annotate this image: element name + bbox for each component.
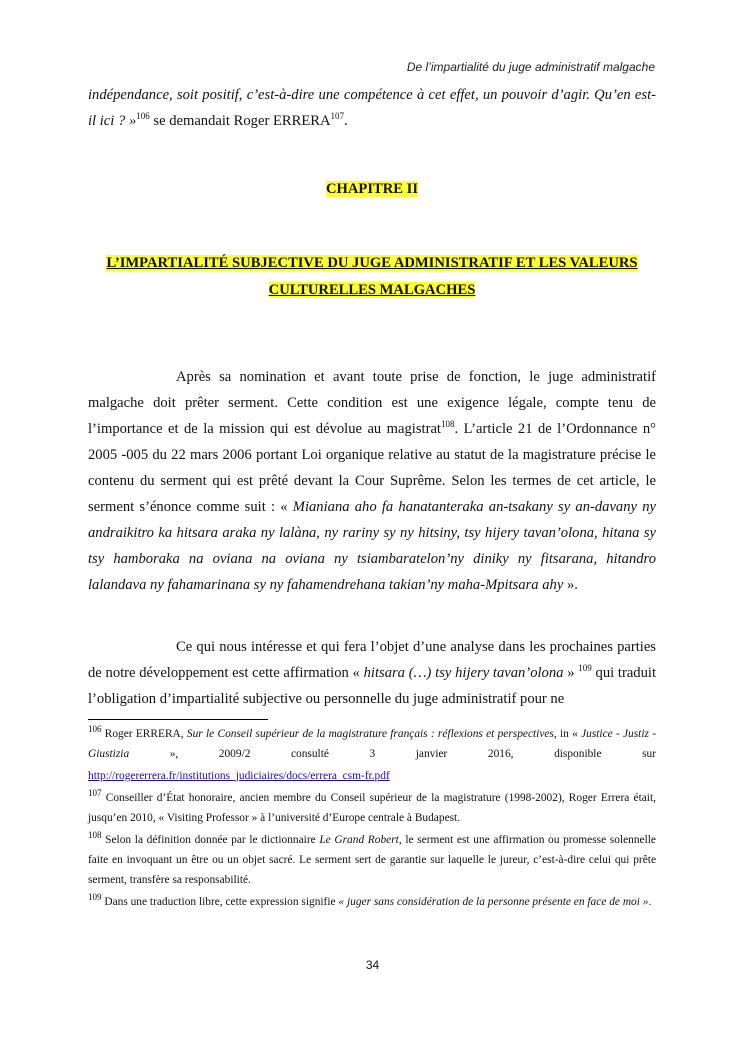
paragraph-oath-end: ».: [563, 577, 578, 593]
intro-end: .: [344, 113, 348, 129]
footnote-109-text-a: Dans une traduction libre, cette expression signifie: [101, 896, 339, 908]
footnote-109-text-b: .: [648, 896, 652, 908]
footnote-108-number: 108: [88, 830, 102, 841]
chapter-heading: [88, 181, 656, 198]
footnote-106-author: Roger ERRERA,: [101, 728, 187, 740]
intro-attribution: se demandait Roger ERRERA: [149, 113, 331, 129]
chapter-title: [88, 250, 656, 304]
footnote-107-text: Conseiller d’État honoraire, ancien membre du Conseil supérieur de la magistrature (1998-2002), Roger Errera était, jusqu’en 2010, « Visiting Professor » à l’université d’Europe centrale à Budapest.: [88, 792, 656, 824]
paragraph-analysis-text-a: Ce qui nous intéresse et qui fera l’objet d’une analyse dans les prochaines parties de notre développement est cette affirmation «: [88, 639, 656, 681]
paragraph-oath: [88, 364, 656, 598]
chapter-title-line2: CULTURELLES MALGACHES: [268, 282, 476, 298]
footnote-108-dictionary: Le Grand Robert: [319, 834, 399, 846]
paragraph-oath-text-a: Après sa nomination et avant toute prise de fonction, le juge administratif malgache doit prêter serment. Cette condition est une exigence légale, compte tenu de l’importance et de la mission qui est dévolue au magistrat: [88, 369, 656, 437]
footnote-106-title: Sur le Conseil supérieur de la magistrature français : réflexions et perspectives: [186, 728, 554, 740]
footnote-107-number: 107: [88, 788, 102, 799]
footnote-109-translation: « juger sans considération de la personne présente en face de moi »: [338, 896, 649, 908]
running-header: De l’impartialité du juge administratif malgache: [406, 60, 655, 74]
paragraph-analysis-text-b: qui traduit l’obligation d’impartialité subjective ou personnelle du juge administratif pour ne: [88, 665, 657, 707]
page-number: 34: [365, 958, 380, 972]
footnote-ref-109[interactable]: 109: [578, 663, 592, 674]
paragraph-analysis: [88, 634, 656, 712]
footnote-108-text-a: Selon la définition donnée par le dictionnaire: [101, 834, 320, 846]
paragraph-oath-text-b: . L’article 21 de l’Ordonnance n° 2005 -005 du 22 mars 2006 portant Loi organique relative au statut de la magistrature précise le contenu du serment qui est prêté devant la Cour Suprême. Selon les termes de cet article, le serment s’énonce comme suit : «: [88, 421, 656, 515]
intro-quote: indépendance, soit positif, c’est-à-dire une compétence à cet effet, un pouvoir d’agir. Qu’en est-il ici ? »: [88, 87, 656, 129]
footnote-108: [88, 830, 656, 890]
oath-quote: Mianiana aho fa hanatanteraka an-tsakany sy an-davany ny andraikitro ka hitsara araka ny lalàna, ny rariny sy ny hitsiny, tsy hijery tavan’olona, hitana sy tsy hamboraka na oviana na oviana ny tsiambaratelon’ny diniky ny fitsarana, hitandro lalandava ny fahamarinana sy ny fahamendrehana takian’ny maha-Mpitsara ahy: [88, 499, 656, 593]
footnote-ref-106[interactable]: 106: [136, 111, 150, 122]
analysis-quote-close: »: [563, 665, 579, 681]
footnote-106-link-line: [88, 766, 656, 786]
footnote-106: [88, 724, 656, 764]
footnote-109-number: 109: [88, 892, 102, 903]
footnote-107: [88, 788, 656, 828]
footnote-108-text-b: , le serment est une affirmation ou promesse solennelle faite en invoquant un être ou un objet sacré. Le serment sert de garantie sur laquelle le jureur, c’est-à-dire celui qui prête serment, transfère sa responsabilité.: [88, 834, 656, 886]
footnotes: [88, 724, 656, 914]
intro-paragraph: [88, 82, 656, 134]
footnote-separator: [88, 719, 268, 720]
footnote-ref-107[interactable]: 107: [330, 111, 345, 122]
chapter-title-line1: L’IMPARTIALITÉ SUBJECTIVE DU JUGE ADMINISTRATIF ET LES VALEURS: [106, 255, 638, 271]
footnote-ref-108[interactable]: 108: [440, 419, 455, 430]
footnote-106-details: », 2009/2 consulté 3 janvier 2016, disponible sur: [129, 748, 656, 760]
footnote-109: [88, 892, 656, 912]
footnote-106-journal: Justice - Justiz - Giustizia: [88, 728, 656, 760]
footnote-106-number: 106: [88, 724, 102, 735]
analysis-quote: hitsara (…) tsy hijery tavan’olona: [363, 665, 564, 681]
footnote-106-in: , in «: [553, 728, 582, 740]
chapter-label: CHAPITRE II: [325, 181, 419, 197]
footnote-106-link[interactable]: http://rogererrera.fr/institutions_judiciaires/docs/errera_csm-fr.pdf: [88, 770, 390, 782]
